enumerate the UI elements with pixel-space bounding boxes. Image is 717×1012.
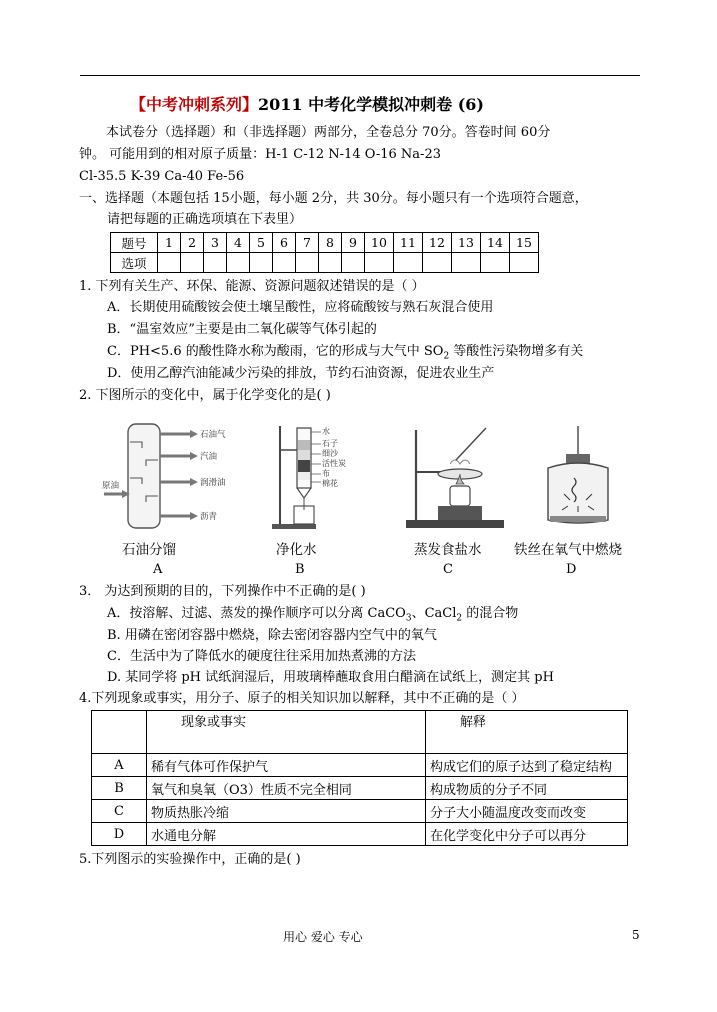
q4-row-key: C: [92, 800, 147, 823]
answer-number: 1: [158, 233, 181, 253]
q3-a-text: A．按溶解、过滤、蒸发的操作顺序可以分离 CaCO: [107, 606, 406, 621]
q4-row-fact: 稀有气体可作保护气: [147, 754, 426, 777]
q3-option-d: D. 某同学将 pH 试纸润湿后，用玻璃棒蘸取食用白醋滴在试纸上，测定其 pH: [107, 670, 554, 685]
q1-stem: 1. 下列有关生产、环保、能源、资源问题叙述错误的是（ ）: [79, 279, 425, 294]
label-sand: 细沙: [322, 449, 338, 458]
answer-table-header-label: 题号: [111, 233, 158, 253]
intro-line-2: 钟。 可能用到的相对原子质量：H-1 C-12 N-14 O-16 Na-23: [79, 147, 441, 162]
q4-table: [91, 710, 628, 846]
label-pebble: 石子: [322, 439, 338, 448]
q4-header-fact: 现象或事实: [147, 711, 426, 754]
distillation-tower-figure: [102, 424, 226, 528]
q4-row-fact: 水通电分解: [147, 823, 426, 846]
q4-row-fact: 物质热胀冷缩: [147, 800, 426, 823]
answer-number: 14: [481, 233, 510, 253]
answer-cell[interactable]: [452, 253, 481, 273]
q1-c-text: C．PH<5.6 的酸性降水称为酸雨，它的形成与大气中 SO: [107, 344, 444, 359]
iron-combustion-figure: [548, 426, 608, 523]
q3-option-c: C．生活中为了降低水的硬度往往采用加热煮沸的方法: [107, 649, 416, 664]
q3-a-mid: 、CaCl: [411, 606, 457, 621]
q2-figure: [100, 420, 660, 532]
answer-table-number-row: [111, 233, 539, 253]
answer-table: [110, 232, 539, 273]
q3-option-a: [107, 604, 518, 629]
q2-caption-a: 石油分馏: [122, 542, 176, 558]
section1-line-1: 一、选择题（本题包括 15小题，每小题 2分，共 30分。每小题只有一个选项符合题意，: [79, 191, 588, 206]
q4-row-explain: 分子大小随温度改变而改变: [426, 800, 628, 823]
q1-option-b: B．“温室效应”主要是由二氧化碳等气体引起的: [107, 322, 377, 337]
answer-number: 7: [296, 233, 319, 253]
evaporation-figure: [406, 428, 504, 528]
intro-line-1: 本试卷分（选择题）和（非选择题）两部分，全卷总分 70分。答卷时间 60分: [106, 125, 551, 140]
q4-row-explain: 构成物质的分子不同: [426, 777, 628, 800]
q1-option-a: A．长期使用硫酸铵会使土壤呈酸性，应将硫酸铵与熟石灰混合使用: [107, 300, 494, 315]
answer-number: 5: [250, 233, 273, 253]
answer-number: 3: [204, 233, 227, 253]
q4-row-fact: 氧气和臭氧（O3）性质不完全相同: [147, 777, 426, 800]
q1-c-sub: 2: [443, 351, 450, 362]
q3-stem: 3． 为达到预期的目的，下列操作中不正确的是( ): [79, 584, 366, 599]
label-gasoline: 汽油: [200, 452, 218, 462]
q3-a-sub2: 2: [456, 613, 463, 624]
q4-row-explain: 在化学变化中分子可以再分: [426, 823, 628, 846]
answer-number: 13: [452, 233, 481, 253]
answer-cell[interactable]: [319, 253, 342, 273]
label-lube: 润滑油: [200, 478, 226, 488]
q4-table-header: [92, 711, 628, 754]
answer-cell[interactable]: [365, 253, 394, 273]
q5-stem: 5.下列图示的实验操作中，正确的是( ): [79, 852, 301, 867]
label-cloth: 布: [322, 469, 330, 478]
label-crude: 原油: [102, 481, 120, 491]
q2-stem: 2. 下图所示的变化中，属于化学变化的是( ): [79, 388, 331, 403]
page-title: [130, 92, 484, 115]
label-asphalt: 沥青: [200, 512, 218, 522]
answer-cell[interactable]: [181, 253, 204, 273]
q2-letter-b: B: [295, 562, 305, 577]
water-purifier-figure: [272, 426, 346, 529]
q2-caption-c: 蒸发食盐水: [414, 542, 482, 558]
intro-line-3: Cl-35.5 K-39 Ca-40 Fe-56: [79, 169, 245, 184]
label-cotton: 棉花: [322, 479, 338, 488]
page-number: 5: [632, 928, 640, 942]
answer-cell[interactable]: [158, 253, 181, 273]
answer-number: 11: [394, 233, 423, 253]
q2-letter-c: C: [443, 562, 453, 577]
q4-stem: 4.下列现象或事实，用分子、原子的相关知识加以解释，其中不正确的是（ ）: [79, 691, 525, 706]
answer-cell[interactable]: [423, 253, 452, 273]
answer-cell[interactable]: [394, 253, 423, 273]
answer-cell[interactable]: [510, 253, 539, 273]
table-row: [92, 800, 628, 823]
q4-header-explain: 解释: [426, 711, 628, 754]
q4-row-key: D: [92, 823, 147, 846]
answer-cell[interactable]: [342, 253, 365, 273]
q1-option-c: [107, 342, 583, 367]
q3-option-b: B. 用磷在密闭容器中燃烧，除去密闭容器内空气中的氧气: [107, 628, 437, 643]
answer-number: 4: [227, 233, 250, 253]
q2-caption-d: 铁丝在氧气中燃烧: [514, 542, 622, 558]
header-rule: [80, 75, 640, 76]
q3-a-post: 的混合物: [462, 606, 519, 621]
q4-row-key: A: [92, 754, 147, 777]
section1-line-2: 请把每题的正确选项填在下表里）: [107, 212, 303, 227]
label-water: 水: [322, 427, 330, 436]
table-row: [92, 823, 628, 846]
answer-cell[interactable]: [296, 253, 319, 273]
answer-cell[interactable]: [204, 253, 227, 273]
answer-number: 10: [365, 233, 394, 253]
answer-number: 9: [342, 233, 365, 253]
title-rest: 2011 中考化学模拟冲刺卷 (6): [258, 95, 484, 114]
q2-letter-a: A: [153, 562, 163, 577]
answer-cell[interactable]: [273, 253, 296, 273]
label-gas: 石油气: [200, 430, 226, 440]
q2-caption-b: 净化水: [276, 542, 317, 558]
answer-number: 12: [423, 233, 452, 253]
answer-cell[interactable]: [250, 253, 273, 273]
answer-number: 2: [181, 233, 204, 253]
q1-option-d: D．使用乙醇汽油能减少污染的排放，节约石油资源，促进农业生产: [107, 366, 495, 381]
label-carbon: 活性炭: [322, 459, 346, 468]
q4-row-explain: 构成它们的原子达到了稳定结构: [426, 754, 628, 777]
q2-letter-d: D: [566, 562, 577, 577]
q1-c-text-2: 等酸性污染物增多有关: [449, 344, 584, 359]
table-row: [92, 777, 628, 800]
q3-a-sub1: 3: [405, 613, 412, 624]
q4-row-key: B: [92, 777, 147, 800]
footer-text: 用心 爱心 专心: [283, 930, 363, 944]
answer-table-answer-label: 选项: [111, 253, 158, 273]
answer-number: 15: [510, 233, 539, 253]
answer-cell[interactable]: [227, 253, 250, 273]
table-row: [92, 754, 628, 777]
title-series: 【中考冲刺系列】: [130, 95, 259, 114]
answer-number: 8: [319, 233, 342, 253]
answer-number: 6: [273, 233, 296, 253]
answer-table-answer-row: [111, 253, 539, 273]
answer-cell[interactable]: [481, 253, 510, 273]
